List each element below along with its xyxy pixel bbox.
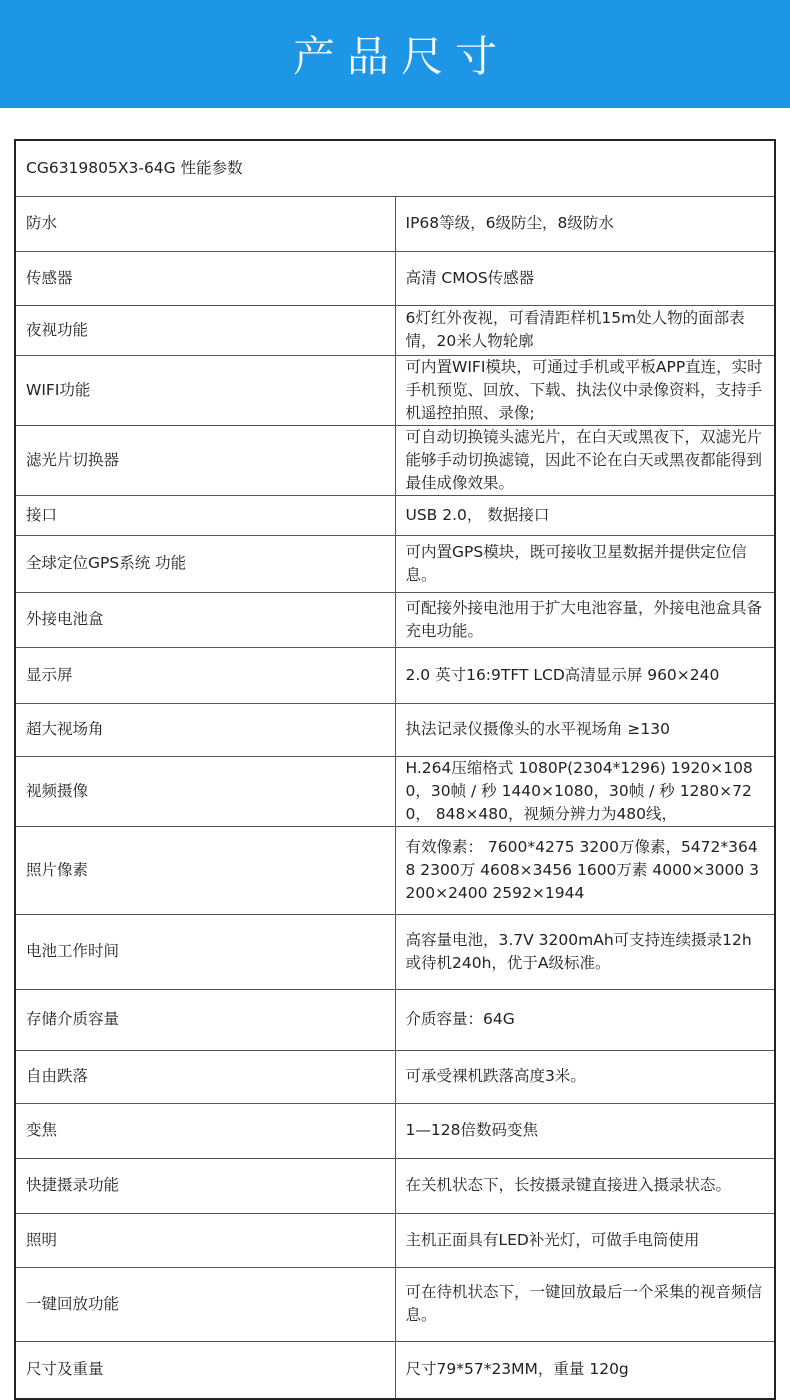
row-label: 外接电池盒	[15, 592, 395, 647]
row-value: 2.0 英寸16:9TFT LCD高清显示屏 960×240	[395, 647, 775, 703]
table-row	[15, 1103, 775, 1158]
row-value: 可在待机状态下，一键回放最后一个采集的视音频信息。	[395, 1267, 775, 1341]
table-row	[15, 1213, 775, 1267]
row-value: 可内置GPS模块，既可接收卫星数据并提供定位信息。	[395, 535, 775, 592]
row-label: 快捷摄录功能	[15, 1158, 395, 1213]
table-row	[15, 703, 775, 756]
row-label: 尺寸及重量	[15, 1341, 395, 1399]
table-row	[15, 495, 775, 535]
table-row	[15, 914, 775, 989]
row-value: 可自动切换镜头滤光片，在白天或黑夜下，双滤光片能够手动切换滤镜，因此不论在白天或黑夜都能得到最佳成像效果。	[395, 425, 775, 495]
row-value: 介质容量：64G	[395, 989, 775, 1050]
table-row	[15, 989, 775, 1050]
row-label: 接口	[15, 495, 395, 535]
row-value: 高清 CMOS传感器	[395, 251, 775, 305]
row-value: 可承受裸机跌落高度3米。	[395, 1050, 775, 1103]
row-label: 自由跌落	[15, 1050, 395, 1103]
row-label: 显示屏	[15, 647, 395, 703]
row-value: 执法记录仪摄像头的水平视场角 ≥130	[395, 703, 775, 756]
row-label: 夜视功能	[15, 305, 395, 355]
table-row	[15, 592, 775, 647]
table-header: CG6319805X3-64G 性能参数	[15, 140, 775, 196]
table-row	[15, 305, 775, 355]
row-value: 在关机状态下，长按摄录键直接进入摄录状态。	[395, 1158, 775, 1213]
table-row	[15, 1158, 775, 1213]
spec-table	[14, 139, 776, 1400]
row-value: 6灯红外夜视，可看清距样机15m处人物的面部表情，20米人物轮廓	[395, 305, 775, 355]
table-row	[15, 647, 775, 703]
row-label: 全球定位GPS系统 功能	[15, 535, 395, 592]
table-row	[15, 1050, 775, 1103]
row-value: 高容量电池，3.7V 3200mAh可支持连续摄录12h或待机240h，优于A级标准。	[395, 914, 775, 989]
table-row	[15, 425, 775, 495]
table-row	[15, 196, 775, 251]
row-label: 视频摄像	[15, 756, 395, 826]
row-label: 一键回放功能	[15, 1267, 395, 1341]
row-label: 电池工作时间	[15, 914, 395, 989]
row-value: USB 2.0， 数据接口	[395, 495, 775, 535]
row-value: 尺寸79*57*23MM，重量 120g	[395, 1341, 775, 1399]
row-label: 滤光片切换器	[15, 425, 395, 495]
table-row	[15, 1341, 775, 1399]
table-row	[15, 1267, 775, 1341]
table-row	[15, 826, 775, 914]
row-label: WIFI功能	[15, 355, 395, 425]
row-value: 可配接外接电池用于扩大电池容量，外接电池盒具备充电功能。	[395, 592, 775, 647]
row-value: H.264压缩格式 1080P(2304*1296) 1920×1080，30帧 / 秒 1440×1080，30帧 / 秒 1280×720， 848×480，视频分辨力为480线，	[395, 756, 775, 826]
row-label: 超大视场角	[15, 703, 395, 756]
row-label: 照片像素	[15, 826, 395, 914]
table-row	[15, 355, 775, 425]
table-row	[15, 756, 775, 826]
table-header-row	[15, 140, 775, 196]
row-value: 有效像素： 7600*4275 3200万像素，5472*3648 2300万 4608×3456 1600万素 4000×3000 3200×2400 2592×1944	[395, 826, 775, 914]
row-label: 传感器	[15, 251, 395, 305]
table-row	[15, 251, 775, 305]
row-label: 存储介质容量	[15, 989, 395, 1050]
table-row	[15, 535, 775, 592]
row-label: 变焦	[15, 1103, 395, 1158]
row-value: 可内置WIFI模块，可通过手机或平板APP直连，实时手机预览、回放、下载、执法仪中录像资料，支持手机遥控拍照、录像;	[395, 355, 775, 425]
row-value: 1—128倍数码变焦	[395, 1103, 775, 1158]
row-label: 照明	[15, 1213, 395, 1267]
page-banner	[0, 0, 790, 108]
row-value: IP68等级，6级防尘，8级防水	[395, 196, 775, 251]
banner-title: 产品尺寸	[292, 32, 509, 81]
row-value: 主机正面具有LED补光灯，可做手电筒使用	[395, 1213, 775, 1267]
row-label: 防水	[15, 196, 395, 251]
